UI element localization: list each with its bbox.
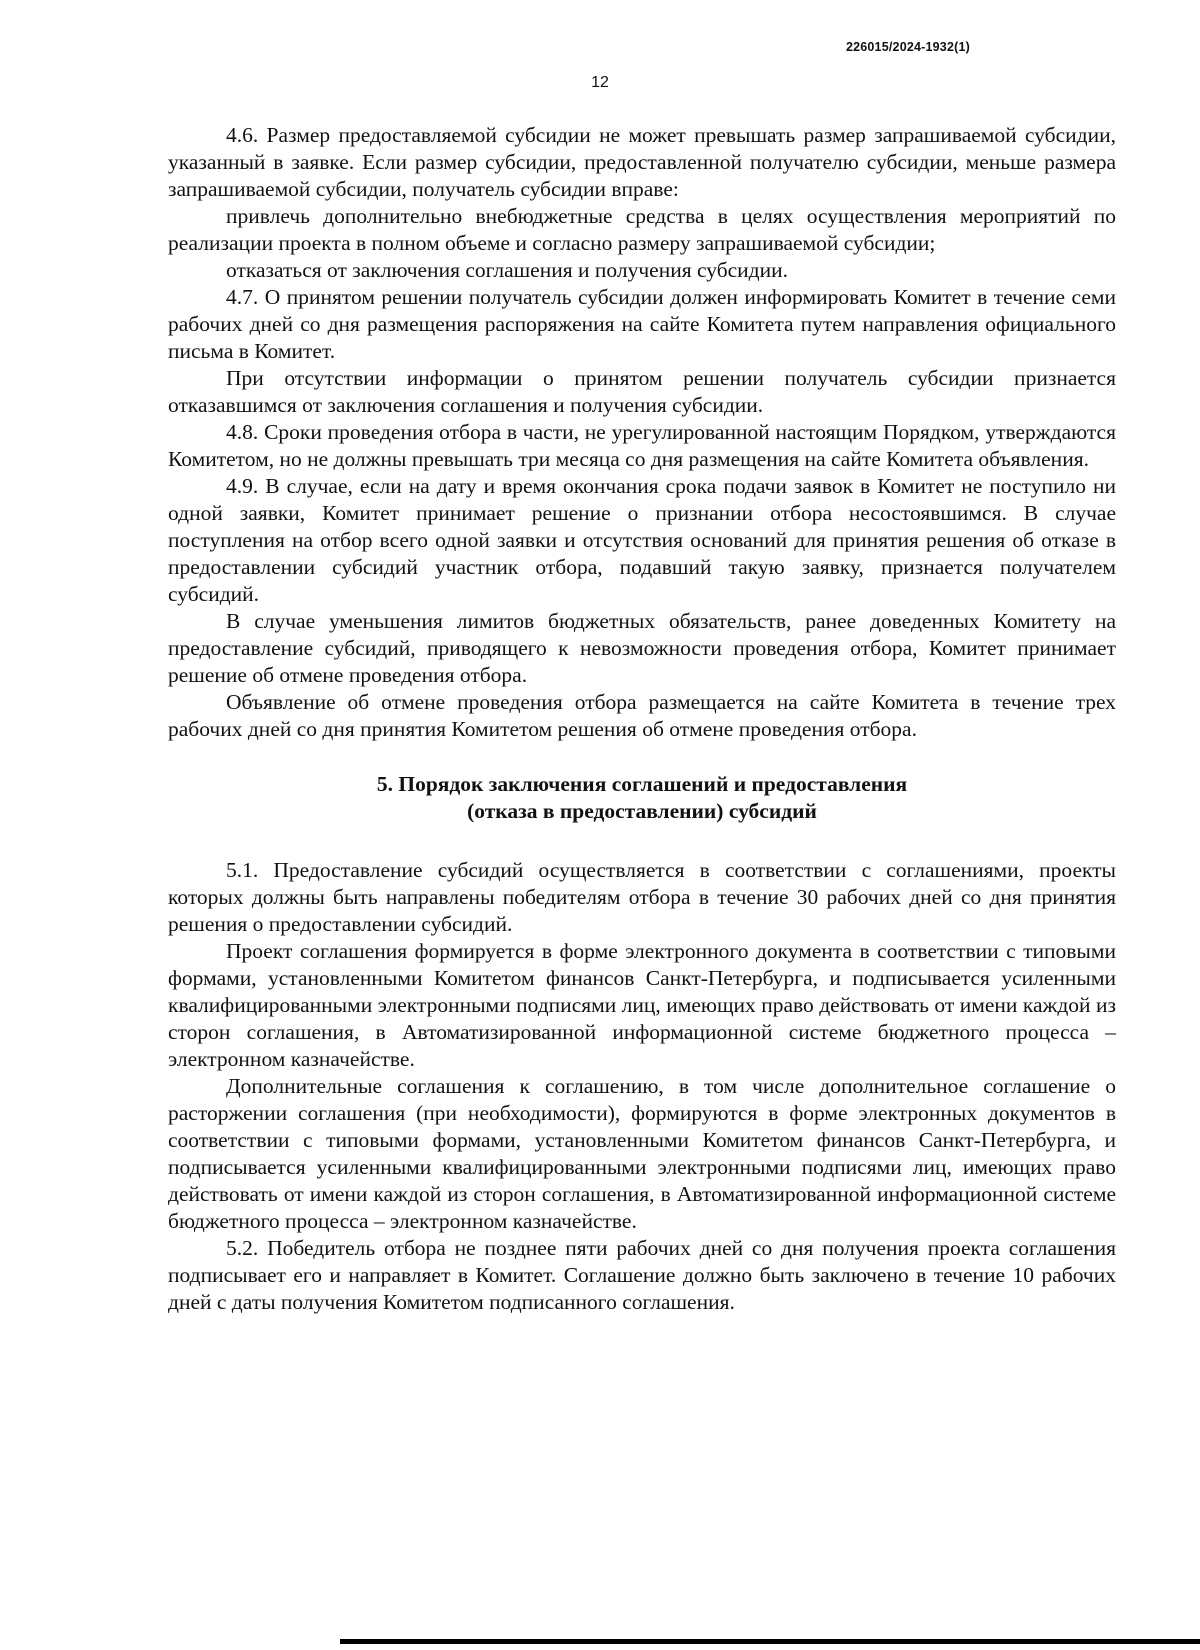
document-body [168,122,1116,1316]
paragraph: отказаться от заключения соглашения и получения субсидии. [226,258,789,282]
document-number: 226015/2024-1932(1) [845,40,970,54]
section-heading-line: (отказа в предоставлении) субсидий [467,799,817,823]
section-heading [168,771,1116,825]
paragraph: Объявление об отмене проведения отбора размещается на сайте Комитета в течение трех рабочих дней со дня принятия Комитетом решения об отмене проведения отбора. [168,690,1116,741]
paragraph: 4.7. О принятом решении получатель субсидии должен информировать Комитет в течение семи рабочих дней со дня размещения распоряжения на сайте Комитета путем направления официального письма в Комитет. [168,285,1116,363]
paragraph: 5.1. Предоставление субсидий осуществляется в соответствии с соглашениями, проекты которых должны быть направлены победителям отбора в течение 30 рабочих дней со дня принятия решения о предоставлении субсидий. [168,858,1116,936]
page-number: 12 [591,74,609,91]
paragraph: 4.9. В случае, если на дату и время окончания срока подачи заявок в Комитет не поступило ни одной заявки, Комитет принимает решение о признании отбора несостоявшимся. В случае поступления на отбор всего одной заявки и отсутствия оснований для принятия решения об отказе в предоставлении субсидий участник отбора, подавший такую заявку, признается получателем субсидий. [168,474,1116,606]
paragraph: 4.6. Размер предоставляемой субсидии не может превышать размер запрашиваемой субсидии, указанный в заявке. Если размер субсидии, предоставленной получателю субсидии, меньше размера запрашиваемой субсидии, получатель субсидии вправе: [168,123,1116,201]
paragraph: Дополнительные соглашения к соглашению, в том числе дополнительное соглашение о расторжении соглашения (при необходимости), формируются в форме электронных документов в соответствии с типовыми формами, установленными Комитетом финансов Санкт-Петербурга, и подписывается усиленными квалифицированными электронными подписями лиц, имеющих право действовать от имени каждой из сторон соглашения, в Автоматизированной информационной системе бюджетного процесса – электронном казначействе. [168,1074,1116,1233]
paragraph: 4.8. Сроки проведения отбора в части, не урегулированной настоящим Порядком, утверждаются Комитетом, но не должны превышать три месяца со дня размещения на сайте Комитета объявления. [168,420,1116,471]
paragraph: В случае уменьшения лимитов бюджетных обязательств, ранее доведенных Комитету на предоставление субсидий, приводящего к невозможности проведения отбора, Комитет принимает решение об отмене проведения отбора. [168,609,1116,687]
paragraph: привлечь дополнительно внебюджетные средства в целях осуществления мероприятий по реализации проекта в полном объеме и согласно размеру запрашиваемой субсидии; [168,204,1116,255]
paragraph: При отсутствии информации о принятом решении получатель субсидии признается отказавшимся от заключения соглашения и получения субсидии. [168,366,1116,417]
paragraph: Проект соглашения формируется в форме электронного документа в соответствии с типовыми формами, установленными Комитетом финансов Санкт-Петербурга, и подписывается усиленными квалифицированными электронными подписями лиц, имеющих право действовать от имени каждой из сторон соглашения, в Автоматизированной информационной системе бюджетного процесса – электронном казначействе. [168,939,1116,1071]
paragraph: 5.2. Победитель отбора не позднее пяти рабочих дней со дня получения проекта соглашения подписывает его и направляет в Комитет. Соглашение должно быть заключено в течение 10 рабочих дней с даты получения Комитетом подписанного соглашения. [168,1236,1116,1314]
scan-edge-line [340,1639,1200,1644]
section-heading-line: 5. Порядок заключения соглашений и предоставления [376,772,908,796]
